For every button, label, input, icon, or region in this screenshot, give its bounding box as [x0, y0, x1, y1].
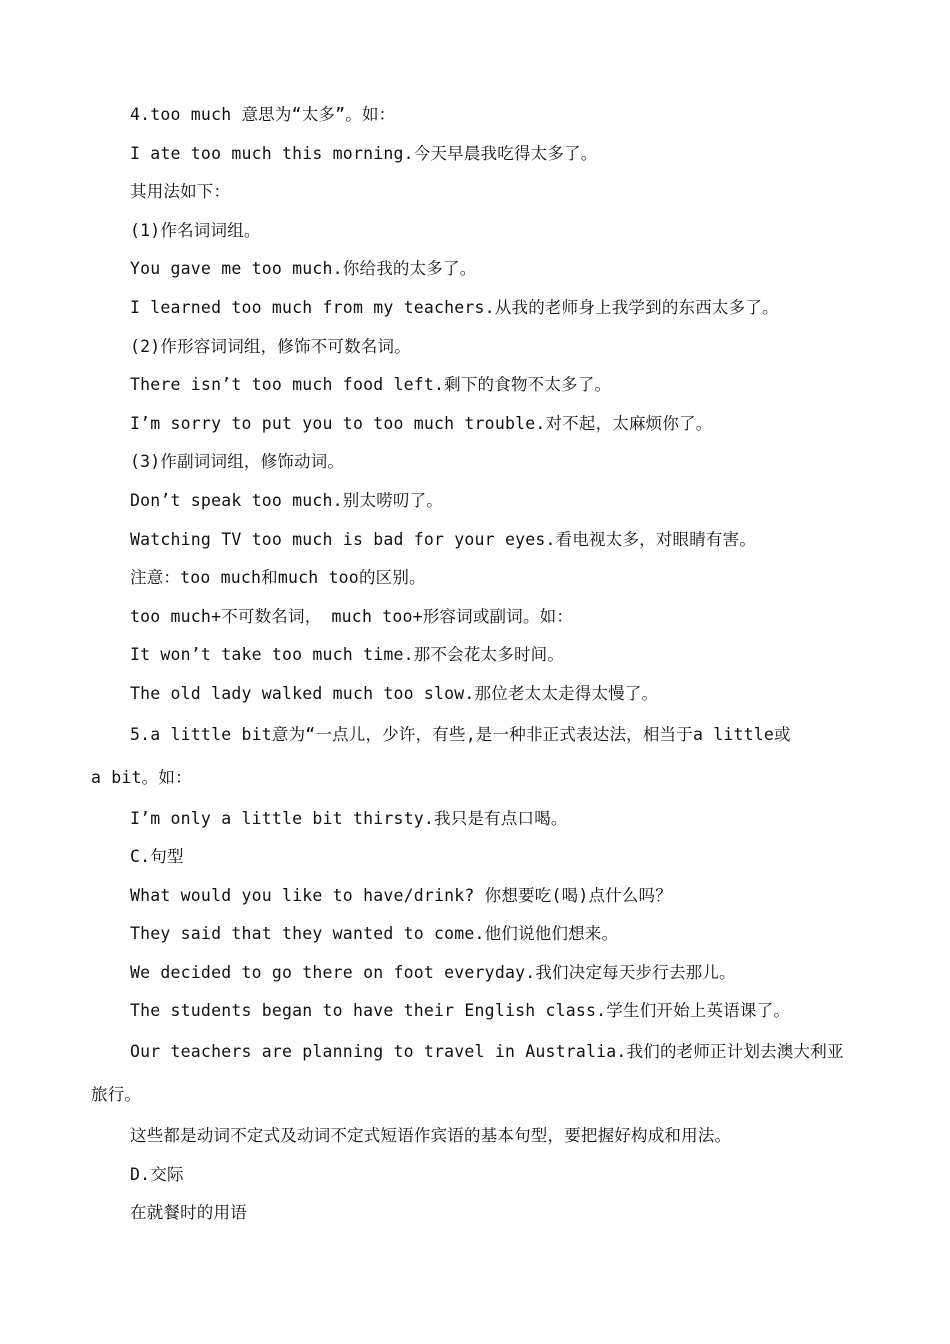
text-line: 注意：too much和much too的区别。	[130, 568, 426, 588]
text-line: too much+不可数名词， much too+形容词或副词。如：	[130, 606, 574, 626]
text-line: The old lady walked much too slow.那位老太太走得太慢了。	[130, 683, 659, 703]
document-body	[91, 96, 861, 1233]
text-line-continued: a bit。如：	[91, 767, 192, 787]
text-line: Our teachers are planning to travel in Australia.我们的老师正计划去澳大利亚	[130, 1042, 844, 1062]
text-line: 在就餐时的用语	[130, 1203, 247, 1223]
text-line: 4.too much 意思为“太多”。如：	[130, 105, 396, 124]
text-line: There isn’t too much food left.剩下的食物不太多了。	[130, 375, 612, 395]
text-line: I’m sorry to put you to too much trouble.对不起，太麻烦你了。	[130, 413, 713, 433]
text-line: C.句型	[130, 847, 184, 867]
text-line: (3)作副词词组，修饰动词。	[130, 452, 345, 472]
text-line: Don’t speak too much.别太唠叨了。	[130, 490, 444, 510]
text-line: We decided to go there on foot everyday.我们决定每天步行去那儿。	[130, 962, 736, 982]
text-line: You gave me too much.你给我的太多了。	[130, 259, 477, 279]
text-line: They said that they wanted to come.他们说他们想来。	[130, 924, 619, 944]
text-line: 这些都是动词不定式及动词不定式短语作宾语的基本句型，要把握好构成和用法。	[130, 1126, 732, 1146]
section-heading: D.交际	[130, 1164, 184, 1184]
text-line: 其用法如下：	[130, 182, 231, 202]
text-line: I’m only a little bit thirsty.我只是有点口喝。	[130, 808, 568, 828]
text-line-continued: 旅行。	[91, 1085, 142, 1105]
text-line: Watching TV too much is bad for your eyes.看电视太多，对眼睛有害。	[130, 529, 757, 549]
text-line: It won’t take too much time.那不会花太多时间。	[130, 645, 565, 665]
text-line: 5.a little bit意为“一点儿，少许，有些,是一种非正式表达法，相当于a little或	[130, 724, 791, 744]
text-line: I learned too much from my teachers.从我的老师身上我学到的东西太多了。	[130, 297, 779, 317]
text-line: I ate too much this morning.今天早晨我吃得太多了。	[130, 143, 598, 163]
text-line: (1)作名词词组。	[130, 220, 261, 240]
text-line: (2)作形容词词组，修饰不可数名词。	[130, 336, 411, 356]
text-line: What would you like to have/drink? 你想要吃(喝)点什么吗？	[130, 885, 672, 905]
text-line: The students began to have their English class.学生们开始上英语课了。	[130, 1001, 790, 1021]
